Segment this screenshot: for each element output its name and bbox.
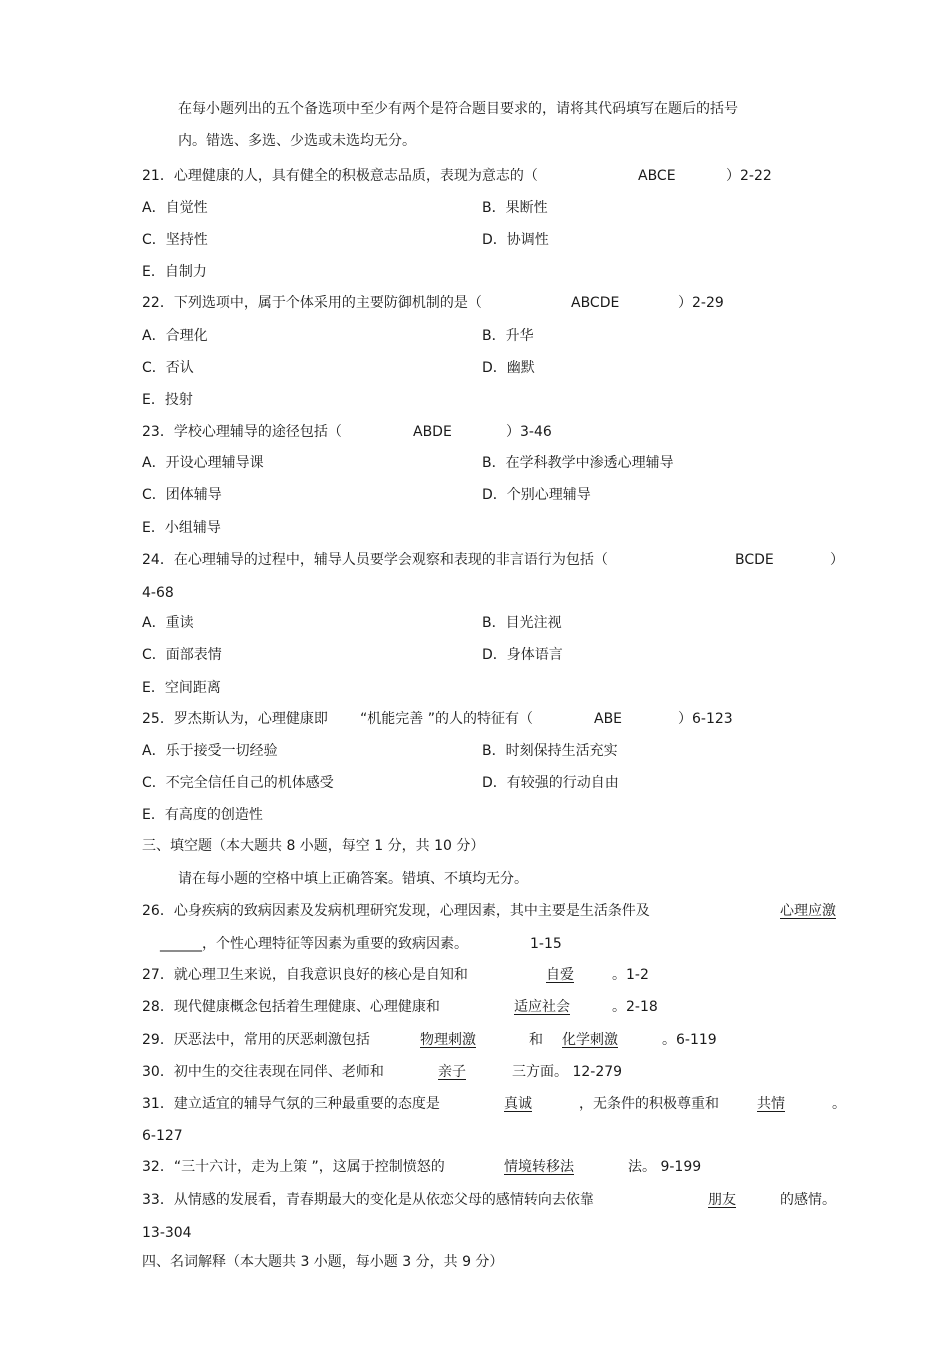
q23-option-c: C．团体辅导 <box>142 487 222 503</box>
question-31 <box>142 1095 846 1113</box>
q24-option-d: D．身体语言 <box>482 647 563 663</box>
question-29-answer-2: 化学刺激 <box>562 1032 618 1048</box>
intro-line-1: 在每小题列出的五个备选项中至少有两个是符合题目要求的，请将其代码填写在题后的括号 <box>178 101 738 117</box>
question-32-text: 32．“三十六计，走为上策 ”，这属于控制愤怒的 <box>142 1159 445 1175</box>
question-32-answer: 情境转移法 <box>504 1159 574 1175</box>
question-22-text: 22．下列选项中，属于个体采用的主要防御机制的是（ <box>142 295 482 311</box>
question-28 <box>142 998 658 1016</box>
q25-option-a: A．乐于接受一切经验 <box>142 743 278 759</box>
question-32-post: 法。 9-199 <box>628 1159 702 1175</box>
question-23-answer: ABDE <box>413 424 452 440</box>
question-27-answer: 自爱 <box>546 967 574 983</box>
question-33-post: 的感情。 <box>780 1192 836 1208</box>
question-24-close: ） <box>830 552 844 568</box>
question-26-text: 26．心身疾病的致病因素及发病机理研究发现，心理因素，其中主要是生活条件及 <box>142 903 650 919</box>
question-25-quote: “机能完善 ”的人的特征有（ <box>360 711 533 727</box>
q22-option-b: B．升华 <box>482 328 534 344</box>
question-27-post: 。1-2 <box>612 967 649 983</box>
q21-option-d: D．协调性 <box>482 232 549 248</box>
q24-option-e: E．空间距离 <box>142 680 221 696</box>
question-30-answer: 亲子 <box>438 1064 466 1080</box>
question-29-post: 。6-119 <box>662 1032 717 1048</box>
question-22-answer: ABCDE <box>571 295 620 311</box>
question-25-close: ）6-123 <box>678 711 733 727</box>
q22-option-a: A．合理化 <box>142 328 208 344</box>
question-26-cont-blank: ______ <box>160 936 202 952</box>
question-21-text: 21．心理健康的人，具有健全的积极意志品质，表现为意志的（ <box>142 168 538 184</box>
question-25-stem <box>142 710 733 728</box>
q22-option-e: E．投射 <box>142 392 193 408</box>
question-24-stem <box>142 551 844 569</box>
question-30 <box>142 1063 623 1081</box>
section-3-instructions: 请在每小题的空格中填上正确答案。错填、不填均无分。 <box>178 871 528 887</box>
question-26-line-2 <box>160 935 562 953</box>
question-28-post: 。2-18 <box>612 999 658 1015</box>
question-26-post: ，个性心理特征等因素为重要的致病因素。 <box>202 936 468 952</box>
question-33 <box>142 1191 836 1209</box>
question-31-ref: 6-127 <box>142 1128 183 1144</box>
question-23-close: ）3-46 <box>506 424 552 440</box>
question-24-answer: BCDE <box>735 552 774 568</box>
section-3-title: 三、填空题（本大题共 8 小题，每空 1 分，共 10 分） <box>142 838 485 854</box>
question-24-ref: 4-68 <box>142 585 174 601</box>
q23-option-d: D．个别心理辅导 <box>482 487 591 503</box>
question-22-close: ）2-29 <box>678 295 724 311</box>
question-29-mid: 和 <box>529 1032 543 1048</box>
question-26-answer: 心理应激 <box>780 903 836 919</box>
question-23-text: 23．学校心理辅导的途径包括（ <box>142 424 342 440</box>
intro-line-2: 内。错选、多选、少选或未选均无分。 <box>178 133 416 149</box>
question-31-answer-1: 真诚 <box>504 1096 532 1112</box>
q24-option-b: B．目光注视 <box>482 615 562 631</box>
q23-option-e: E．小组辅导 <box>142 520 221 536</box>
question-29 <box>142 1031 717 1049</box>
q24-option-a: A．重读 <box>142 615 194 631</box>
q21-option-e: E．自制力 <box>142 264 207 280</box>
question-25-answer: ABE <box>594 711 623 727</box>
q23-option-b: B．在学科教学中渗透心理辅导 <box>482 455 674 471</box>
q24-option-c: C．面部表情 <box>142 647 222 663</box>
question-22-stem <box>142 294 724 312</box>
question-28-text: 28．现代健康概念包括着生理健康、心理健康和 <box>142 999 440 1015</box>
question-21-close: ）2-22 <box>726 168 772 184</box>
question-21-answer: ABCE <box>638 168 676 184</box>
q22-option-d: D．幽默 <box>482 360 535 376</box>
question-25-text: 25．罗杰斯认为，心理健康即 <box>142 711 328 727</box>
question-31-mid: ，无条件的积极尊重和 <box>579 1096 719 1112</box>
q23-option-a: A．开设心理辅导课 <box>142 455 264 471</box>
q25-option-c: C．不完全信任自己的机体感受 <box>142 775 334 791</box>
question-21-stem <box>142 167 772 185</box>
question-30-text: 30．初中生的交往表现在同伴、老师和 <box>142 1064 384 1080</box>
section-4-title: 四、名词解释（本大题共 3 小题，每小题 3 分，共 9 分） <box>142 1254 504 1270</box>
q25-option-e: E．有高度的创造性 <box>142 807 263 823</box>
question-31-post: 。 <box>832 1096 846 1112</box>
question-30-post: 三方面。 12-279 <box>512 1064 623 1080</box>
question-29-answer-1: 物理刺激 <box>420 1032 476 1048</box>
question-33-ref: 13-304 <box>142 1225 192 1241</box>
question-32 <box>142 1158 702 1176</box>
question-26-line-1 <box>142 902 836 920</box>
question-27-text: 27．就心理卫生来说，自我意识良好的核心是自知和 <box>142 967 468 983</box>
q25-option-b: B．时刻保持生活充实 <box>482 743 618 759</box>
question-26-ref: 1-15 <box>530 936 562 952</box>
q21-option-a: A．自觉性 <box>142 200 208 216</box>
question-28-answer: 适应社会 <box>514 999 570 1015</box>
question-29-text: 29．厌恶法中，常用的厌恶刺激包括 <box>142 1032 370 1048</box>
question-23-stem <box>142 423 552 441</box>
question-31-text: 31．建立适宜的辅导气氛的三种最重要的态度是 <box>142 1096 440 1112</box>
question-33-answer: 朋友 <box>708 1192 736 1208</box>
question-27 <box>142 966 649 984</box>
q22-option-c: C．否认 <box>142 360 194 376</box>
q21-option-b: B．果断性 <box>482 200 548 216</box>
q21-option-c: C．坚持性 <box>142 232 208 248</box>
question-31-answer-2: 共情 <box>757 1096 785 1112</box>
q25-option-d: D．有较强的行动自由 <box>482 775 619 791</box>
question-24-text: 24．在心理辅导的过程中，辅导人员要学会观察和表现的非言语行为包括（ <box>142 552 608 568</box>
question-33-text: 33．从情感的发展看，青春期最大的变化是从依恋父母的感情转向去依靠 <box>142 1192 594 1208</box>
